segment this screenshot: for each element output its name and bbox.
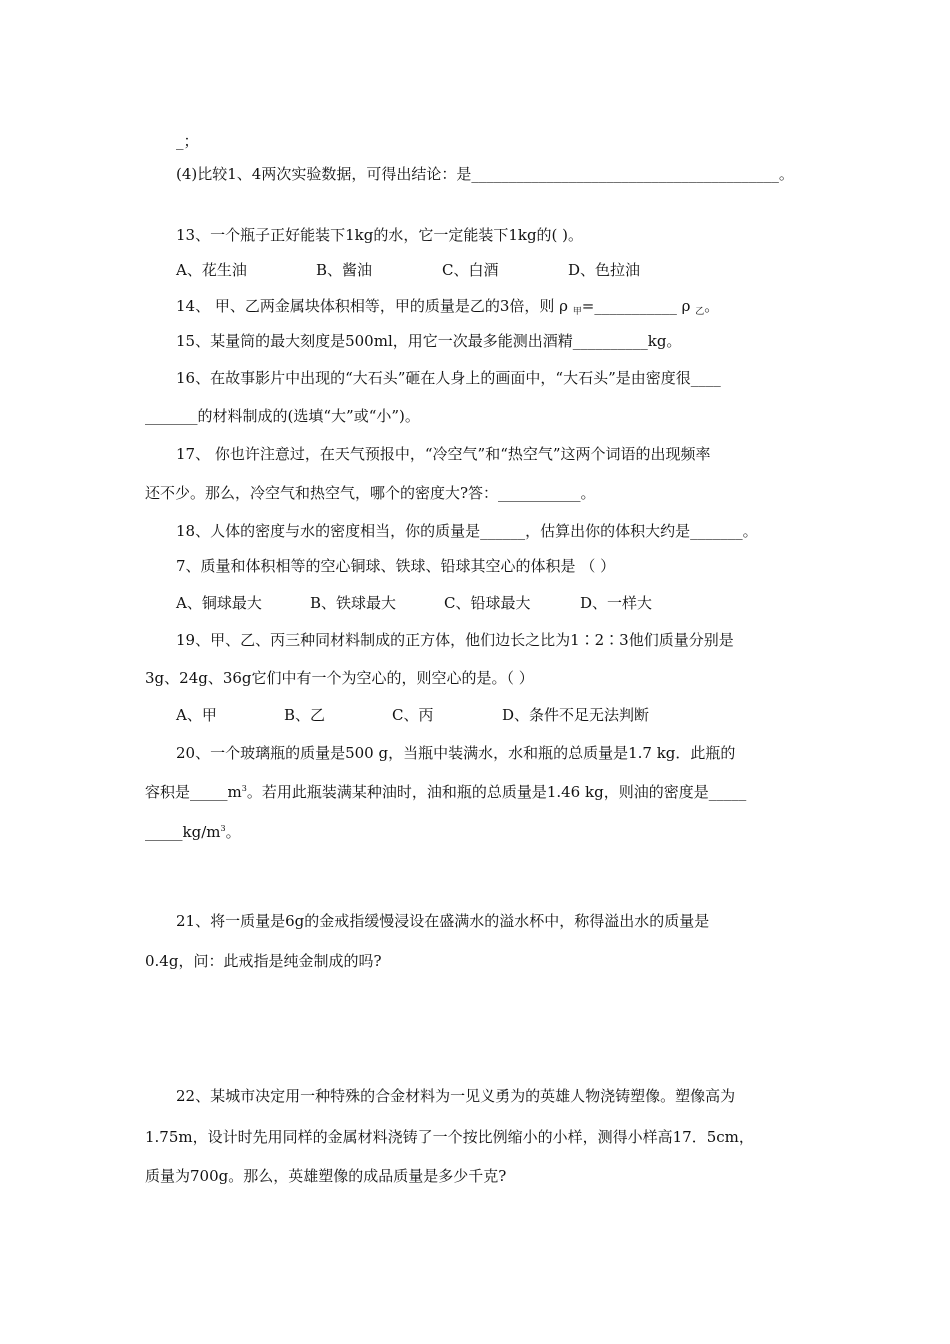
q21-line1: 21、将一质量是6g的金戒指缓慢浸设在盛满水的溢水杯中，称得溢出水的质量是: [176, 912, 710, 930]
q20-line3-pre: _____kg/m: [145, 823, 221, 841]
q20-line3-sup: 3: [220, 824, 226, 833]
q15-stem: 15、某量筒的最大刻度是500ml，用它一次最多能测出酒精__________kg。: [176, 332, 682, 350]
q19-options: [176, 705, 649, 725]
q7-options: [176, 593, 652, 613]
q13-options: [176, 260, 640, 280]
q14-stem: [176, 296, 719, 319]
q21-line2: 0.4g，问：此戒指是纯金制成的吗?: [145, 952, 382, 970]
q7-option-b: B、铁球最大: [310, 594, 397, 612]
q20-line3: [145, 822, 241, 845]
q20-line2-sup: 3: [241, 784, 247, 793]
q16-line1: 16、在故事影片中出现的“大石头”砸在人身上的画面中，“大石头”是由密度很____: [176, 369, 721, 387]
q19-option-d: D、条件不足无法判断: [502, 706, 650, 724]
q14-pre: 14、 甲、乙两金属块体积相等，甲的质量是乙的3倍，则 ρ: [176, 297, 573, 315]
q20-line1: 20、一个玻璃瓶的质量是500 g，当瓶中装满水，水和瓶的总质量是1.7 kg．此瓶的: [176, 744, 736, 762]
q18-stem: 18、人体的密度与水的密度相当，你的质量是______，估算出你的体积大约是_______。: [176, 522, 758, 540]
q19-option-a: A、甲: [176, 706, 217, 724]
q7-option-d: D、一样大: [580, 594, 653, 612]
q19-option-c: C、丙: [392, 706, 434, 724]
q16-line2: _______的材料制成的(选填“大”或“小”)。: [145, 407, 420, 425]
q20-line2: [145, 782, 746, 805]
q13-option-c: C、白酒: [442, 261, 499, 279]
q22-line2: 1.75m，设计时先用同样的金属材料浇铸了一个按比例缩小的小样，测得小样高17．5cm，: [145, 1128, 754, 1146]
q14-post: 。: [704, 297, 720, 315]
q14-sub-yi: 乙: [695, 307, 705, 317]
q13-stem: 13、一个瓶子正好能装下1kg的水，它一定能装下1kg的( )。: [176, 226, 584, 244]
q19-line2: 3g、24g、36g它们中有一个为空心的，则空心的是。（ ）: [145, 669, 534, 687]
q14-sub-jia: 甲: [572, 307, 582, 317]
q20-line3-post: 。: [225, 823, 241, 841]
q7-option-a: A、铜球最大: [176, 594, 262, 612]
q13-option-a: A、花生油: [176, 261, 247, 279]
q7-stem: 7、质量和体积相等的空心铜球、铁球、铅球其空心的体积是 （ ）: [176, 557, 616, 575]
q20-line2-pre: 容积是_____m: [145, 783, 242, 801]
q12-part4: (4)比较1、4两次实验数据，可得出结论：是_________________________________________。: [176, 165, 794, 183]
q13-option-b: B、酱油: [316, 261, 373, 279]
q19-option-b: B、乙: [284, 706, 326, 724]
q19-line1: 19、甲、乙、丙三种同材料制成的正方体，他们边长之比为1∶2∶3他们质量分别是: [176, 631, 734, 649]
q12-tail: _；: [176, 132, 199, 150]
q22-line3: 质量为700g。那么，英雄塑像的成品质量是多少千克?: [145, 1167, 507, 1185]
q17-line1: 17、 你也许注意过，在天气预报中，“冷空气”和“热空气”这两个词语的出现频率: [176, 445, 711, 463]
q17-line2: 还不少。那么，冷空气和热空气，哪个的密度大?答：___________。: [145, 484, 596, 502]
q14-mid: =___________ ρ: [581, 297, 696, 315]
q7-option-c: C、铅球最大: [444, 594, 531, 612]
q22-line1: 22、某城市决定用一种特殊的合金材料为一见义勇为的英雄人物浇铸塑像。塑像高为: [176, 1087, 736, 1105]
q20-line2-post: 。若用此瓶装满某种油时，油和瓶的总质量是1.46 kg，则油的密度是_____: [246, 783, 747, 801]
q13-option-d: D、色拉油: [568, 261, 641, 279]
